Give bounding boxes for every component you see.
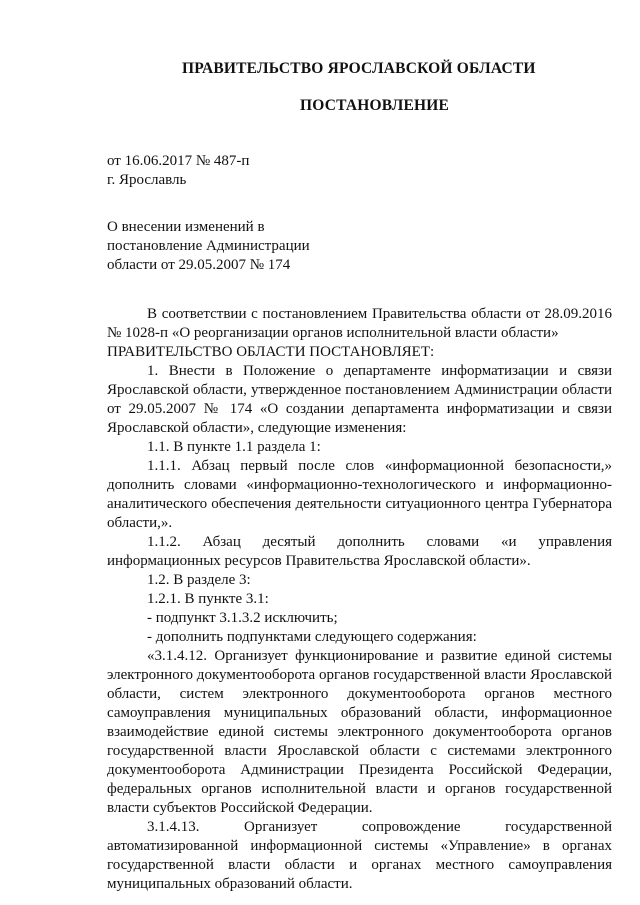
paragraph-item-1-2-1: 1.2.1. В пункте 3.1: xyxy=(147,591,269,607)
document-meta xyxy=(107,152,249,190)
paragraph-resolves: ПРАВИТЕЛЬСТВО ОБЛАСТИ ПОСТАНОВЛЯЕТ: xyxy=(107,344,435,360)
subject-line-2: постановление Администрации xyxy=(107,238,310,254)
paragraph-preamble: В соответствии с постановлением Правительства области от 28.09.2016 № 1028-п «О реорганизации органов исполнительной власти области» xyxy=(107,306,612,341)
paragraph-item-1-2: 1.2. В разделе 3: xyxy=(147,572,251,588)
paragraph-bullet-add: - дополнить подпунктами следующего содержания: xyxy=(147,629,477,645)
document-type-title: ПОСТАНОВЛЕНИЕ xyxy=(300,97,450,114)
date-number: от 16.06.2017 № 487-п xyxy=(107,153,250,169)
subject-line-1: О внесении изменений в xyxy=(107,219,265,235)
paragraph-item-1-1: 1.1. В пункте 1.1 раздела 1: xyxy=(147,439,321,455)
paragraph-item-1-1-2: 1.1.2. Абзац десятый дополнить словами «и управления информационных ресурсов Правительства Ярославской области». xyxy=(107,534,612,569)
paragraph-bullet-exclude: - подпункт 3.1.3.2 исключить; xyxy=(147,610,338,626)
city: г. Ярославль xyxy=(107,172,187,188)
paragraph-item-3-1-4-12: «3.1.4.12. Организует функционирование и развитие единой системы электронного документооборота органов государственной власти Ярославской области, систем электронного документооборота органов местного самоуправления муниципальных образований области, информационное взаимодействие единой системы электронного документооборота органов государственной власти Ярославской области с системами электронного документооборота Администрации Президента Российской Федерации, федеральных органов исполнительной власти и органов государственной власти субъектов Российской Федерации. xyxy=(107,648,612,816)
government-heading: ПРАВИТЕЛЬСТВО ЯРОСЛАВСКОЙ ОБЛАСТИ xyxy=(182,60,536,77)
paragraph-item-1: 1. Внести в Положение о департаменте информатизации и связи Ярославской области, утвержденное постановлением Администрации области от 29.05.2007 № 174 «О создании департамента информатизации и связи Ярославской области», следующие изменения: xyxy=(107,363,612,436)
document-subject xyxy=(107,218,310,275)
subject-line-3: области от 29.05.2007 № 174 xyxy=(107,257,291,273)
paragraph-item-3-1-4-13: 3.1.4.13. Организует сопровождение государственной автоматизированной информационной системы «Управление» в органах государственной власти области и органах местного самоуправления муниципальных образований области. xyxy=(107,819,612,892)
paragraph-item-1-1-1: 1.1.1. Абзац первый после слов «информационной безопасности,» дополнить словами «информационно-технологического и информационно-аналитического обеспечения деятельности ситуационного центра Губернатора области,». xyxy=(107,458,612,531)
document-body xyxy=(107,305,612,894)
